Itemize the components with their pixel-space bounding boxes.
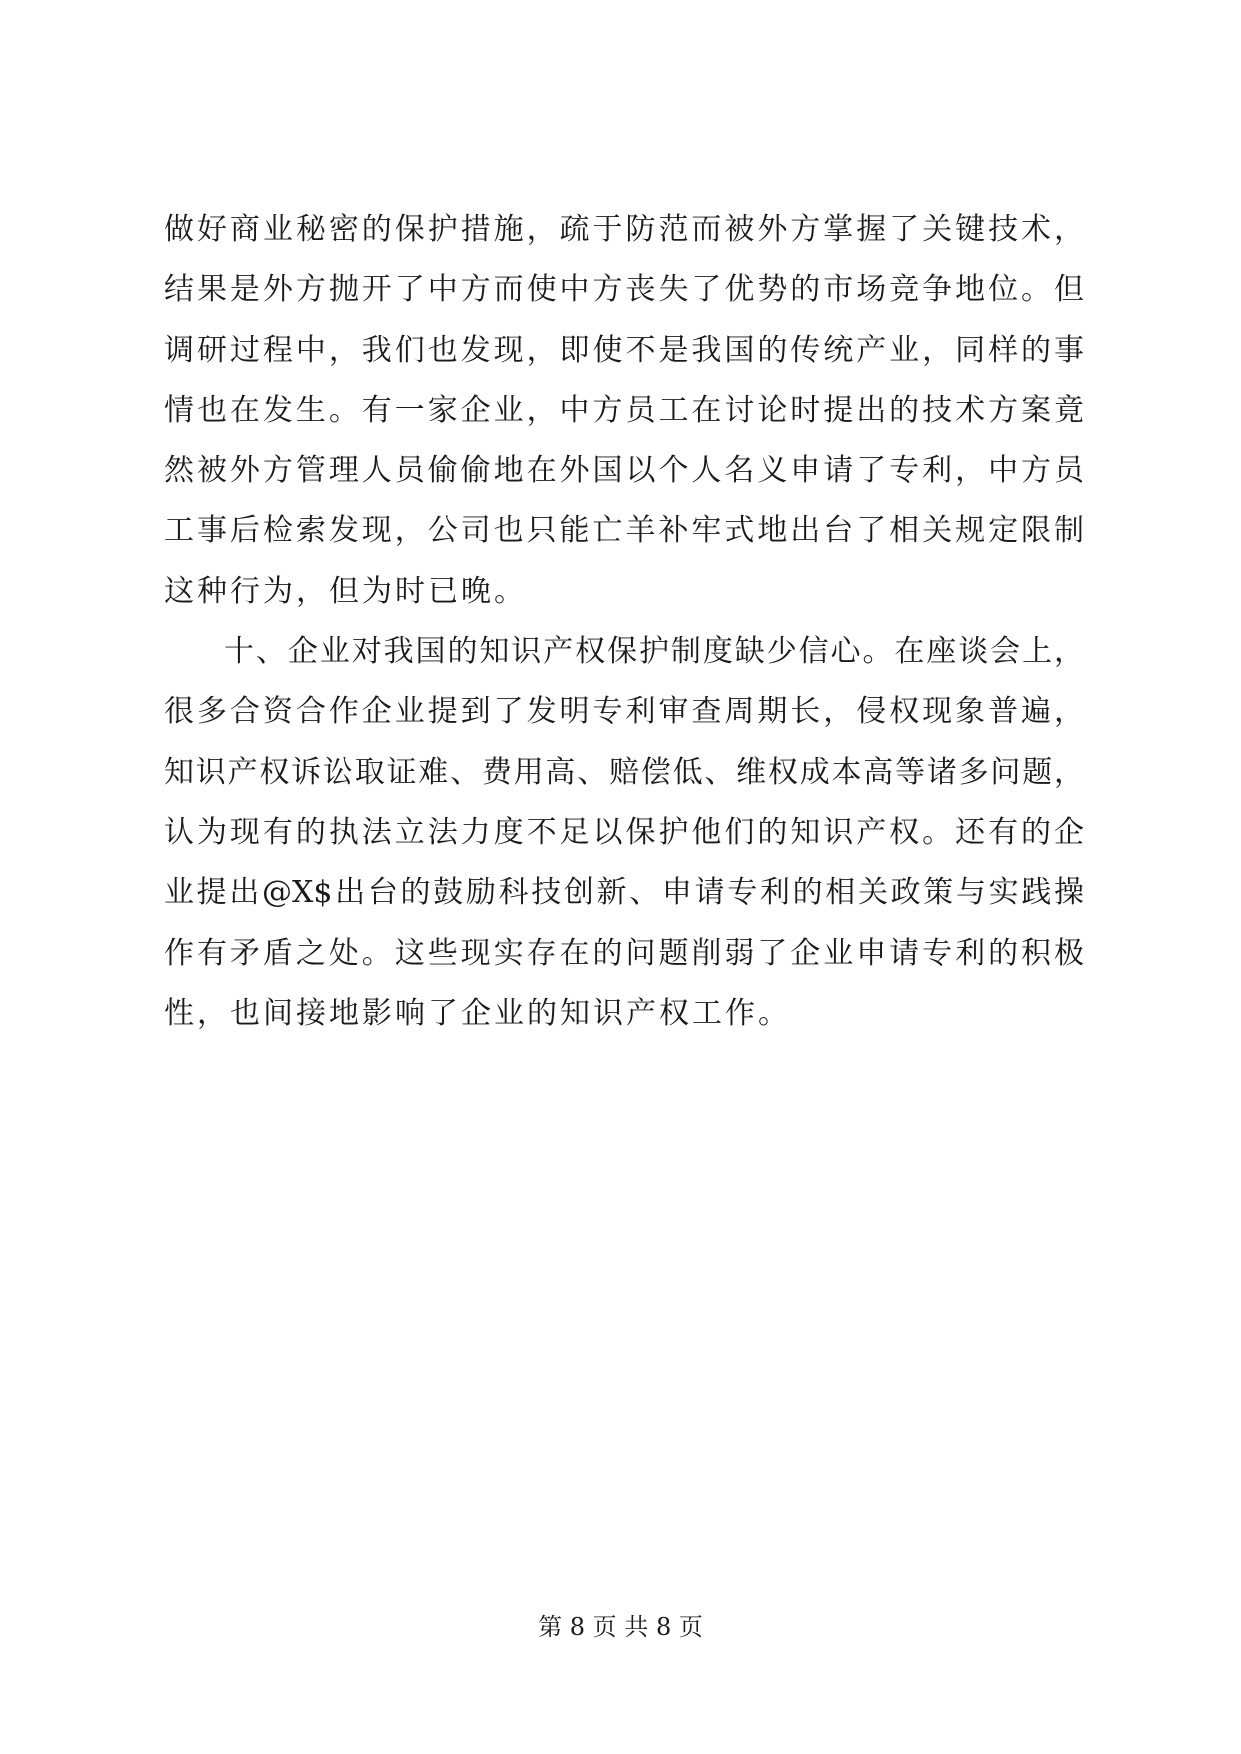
paragraph-2: [164, 622, 1084, 1044]
text-line: 结果是外方抛开了中方而使中方丧失了优势的市场竞争地位。但: [164, 272, 1084, 308]
text-line: 十、企业对我国的知识产权保护制度缺少信心。在座谈会上，: [224, 634, 1084, 670]
text-line: 作有矛盾之处。这些现实存在的问题削弱了企业申请专利的积极: [164, 935, 1084, 971]
document-body: [164, 200, 1084, 1044]
text-line: 知识产权诉讼取证难、费用高、赔偿低、维权成本高等诸多问题，: [164, 754, 1084, 790]
text-line: 然被外方管理人员偷偷地在外国以个人名义申请了专利，中方员: [164, 453, 1084, 489]
text-line: 业提出@X$出台的鼓励科技创新、申请专利的相关政策与实践操: [164, 875, 1084, 911]
page-number-footer: 第 8 页 共 8 页: [538, 1613, 703, 1641]
text-line: 调研过程中，我们也发现，即使不是我国的传统产业，同样的事: [164, 332, 1084, 368]
text-line: 认为现有的执法立法力度不足以保护他们的知识产权。还有的企: [164, 814, 1084, 850]
text-line: 这种行为，但为时已晚。: [164, 573, 527, 609]
paragraph-1: [164, 200, 1084, 622]
text-line: 做好商业秘密的保护措施，疏于防范而被外方掌握了关键技术，: [164, 212, 1084, 247]
text-line: 性，也间接地影响了企业的知识产权工作。: [164, 995, 791, 1031]
text-line: 工事后检索发现，公司也只能亡羊补牢式地出台了相关规定限制: [164, 513, 1084, 549]
text-line: 情也在发生。有一家企业，中方员工在讨论时提出的技术方案竟: [164, 392, 1084, 428]
text-line: 很多合资合作企业提到了发明专利审查周期长，侵权现象普遍，: [164, 694, 1084, 730]
